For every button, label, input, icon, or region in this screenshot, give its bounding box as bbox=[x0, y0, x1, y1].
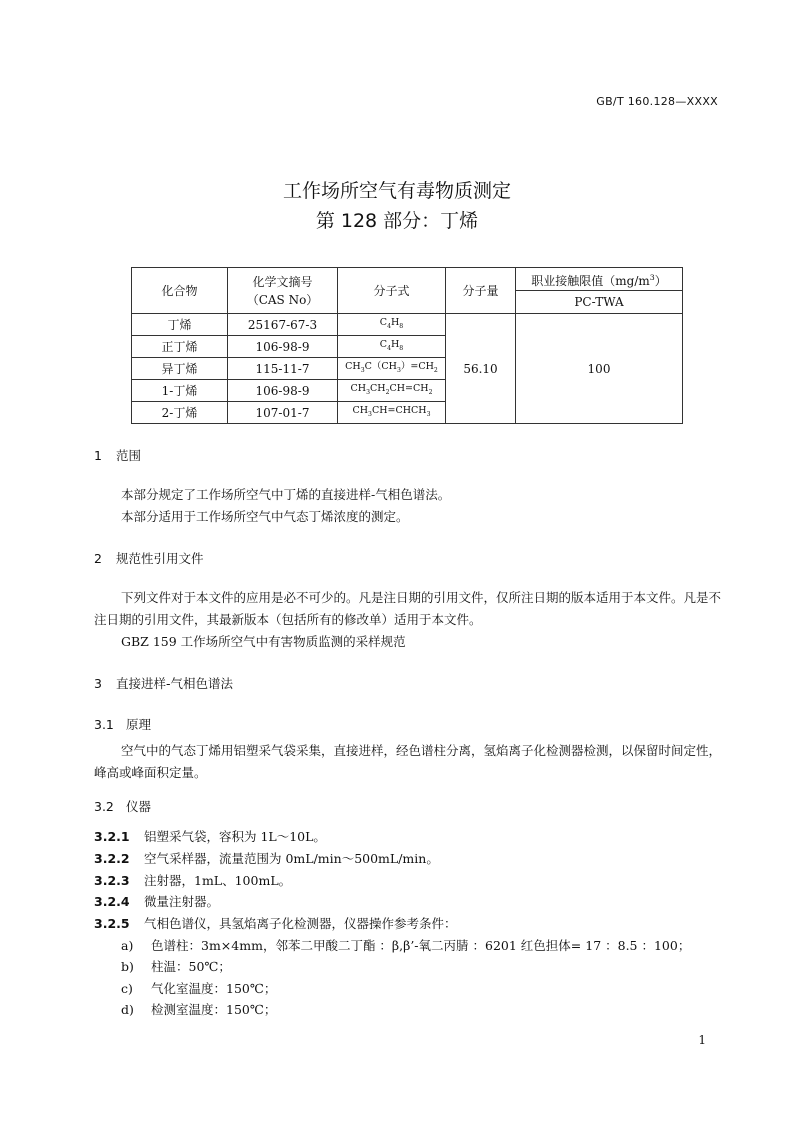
condition-letter: a) bbox=[121, 938, 134, 953]
condition-text: 色谱柱：3m×4mm，邻苯二甲酸二丁酯 ：β,β’-氧二丙腈 ：6201 红色担体= 17 ：8.5 ：100； bbox=[151, 938, 691, 953]
item-number: 3.2.5 bbox=[94, 916, 130, 931]
header-oel-text: 职业接触限值（mg/m bbox=[531, 273, 650, 288]
molecular-formula: $CH_3CH_2CH=CH_2$ bbox=[338, 380, 446, 402]
scope-paragraph-1: 本部分规定了工作场所空气中丁烯的直接进样-气相色谱法。 bbox=[121, 487, 451, 502]
section-1-heading bbox=[94, 446, 141, 464]
condition-item bbox=[121, 1000, 276, 1018]
principle-paragraph: 空气中的气态丁烯用铝塑采气袋采集，直接进样，经色谱柱分离，氢焰离子化检测器检测，以保留时间定性，峰高或峰面积定量。 bbox=[94, 743, 722, 780]
reference-gbz159: GBZ 159 工作场所空气中有害物质监测的采样规范 bbox=[121, 634, 406, 649]
section-2-heading bbox=[94, 549, 204, 567]
section-3-1-heading bbox=[94, 715, 151, 733]
header-cas-line2: （CAS No） bbox=[246, 292, 319, 307]
molecular-formula: $C_4H_8$ bbox=[338, 336, 446, 358]
instrument-item bbox=[94, 892, 219, 910]
section-3-heading bbox=[94, 674, 233, 692]
compound-table bbox=[131, 267, 683, 424]
section-number: 1 bbox=[94, 448, 102, 463]
section-title: 原理 bbox=[126, 717, 152, 732]
compound-name: 丁烯 bbox=[132, 314, 228, 336]
section-3-2-heading bbox=[94, 797, 151, 815]
section-title: 仪器 bbox=[126, 799, 152, 814]
header-formula: 分子式 bbox=[338, 268, 446, 314]
section-title: 规范性引用文件 bbox=[116, 551, 204, 566]
references-paragraph: 下列文件对于本文件的应用是必不可少的。凡是注日期的引用文件，仅所注日期的版本适用于本文件。凡是不注日期的引用文件，其最新版本（包括所有的修改单）适用于本文件。 bbox=[94, 590, 722, 627]
condition-item bbox=[121, 936, 690, 954]
header-pc-twa: PC-TWA bbox=[516, 291, 683, 314]
cas-number: 106-98-9 bbox=[228, 336, 338, 358]
condition-letter: d) bbox=[121, 1002, 134, 1017]
header-cas-line1: 化学文摘号 bbox=[252, 274, 313, 289]
item-number: 3.2.4 bbox=[94, 894, 130, 909]
section-number: 3.1 bbox=[94, 717, 114, 732]
item-text: 气相色谱仪，具氢焰离子化检测器，仪器操作参考条件： bbox=[144, 916, 457, 931]
compound-name: 1-丁烯 bbox=[132, 380, 228, 402]
section-title: 范围 bbox=[116, 448, 142, 463]
header-oel-close: ） bbox=[654, 273, 667, 288]
molecular-formula: $CH_3CH=CHCH_3$ bbox=[338, 402, 446, 424]
molecular-weight: 56.10 bbox=[446, 314, 516, 424]
header-molecular-weight: 分子量 bbox=[446, 268, 516, 314]
item-text: 注射器，1mL、100mL。 bbox=[144, 873, 292, 888]
pc-twa-value: 100 bbox=[516, 314, 683, 424]
item-number: 3.2.3 bbox=[94, 873, 130, 888]
instrument-item bbox=[94, 849, 439, 867]
condition-item bbox=[121, 979, 276, 997]
item-text: 铝塑采气袋，容积为 1L～10L。 bbox=[144, 829, 326, 844]
condition-text: 气化室温度：150℃； bbox=[151, 981, 277, 996]
document-part-title: 第 128 部分：丁烯 bbox=[315, 210, 479, 232]
section-number: 3 bbox=[94, 676, 102, 691]
cas-number: 107-01-7 bbox=[228, 402, 338, 424]
section-title: 直接进样-气相色谱法 bbox=[116, 676, 234, 691]
compound-name: 异丁烯 bbox=[132, 358, 228, 380]
instrument-item bbox=[94, 871, 291, 889]
condition-text: 检测室温度：150℃； bbox=[151, 1002, 277, 1017]
molecular-formula: $CH_3C(CH_3)=CH_2$ bbox=[338, 358, 446, 380]
condition-letter: c) bbox=[121, 981, 133, 996]
compound-name: 正丁烯 bbox=[132, 336, 228, 358]
instrument-item bbox=[94, 827, 326, 845]
header-oel-sup: 3 bbox=[649, 272, 655, 282]
section-number: 3.2 bbox=[94, 799, 114, 814]
item-text: 微量注射器。 bbox=[144, 894, 220, 909]
cas-number: 25167-67-3 bbox=[228, 314, 338, 336]
condition-letter: b) bbox=[121, 959, 134, 974]
item-number: 3.2.1 bbox=[94, 829, 130, 844]
molecular-formula: $C_4H_8$ bbox=[338, 314, 446, 336]
page-number: 1 bbox=[698, 1033, 706, 1047]
item-number: 3.2.2 bbox=[94, 851, 130, 866]
scope-paragraph-2: 本部分适用于工作场所空气中气态丁烯浓度的测定。 bbox=[121, 509, 409, 524]
cas-number: 106-98-9 bbox=[228, 380, 338, 402]
section-number: 2 bbox=[94, 551, 102, 566]
condition-text: 柱温：50℃； bbox=[151, 959, 231, 974]
header-oel bbox=[516, 268, 683, 291]
standard-number: GB/T 160.128—XXXX bbox=[596, 95, 718, 108]
header-cas bbox=[228, 268, 338, 314]
cas-number: 115-11-7 bbox=[228, 358, 338, 380]
instrument-item bbox=[94, 914, 457, 932]
compound-name: 2-丁烯 bbox=[132, 402, 228, 424]
item-text: 空气采样器，流量范围为 0mL/min～500mL/min。 bbox=[144, 851, 439, 866]
condition-item bbox=[121, 957, 231, 975]
document-title: 工作场所空气有毒物质测定 bbox=[282, 180, 511, 202]
header-compound: 化合物 bbox=[132, 268, 228, 314]
